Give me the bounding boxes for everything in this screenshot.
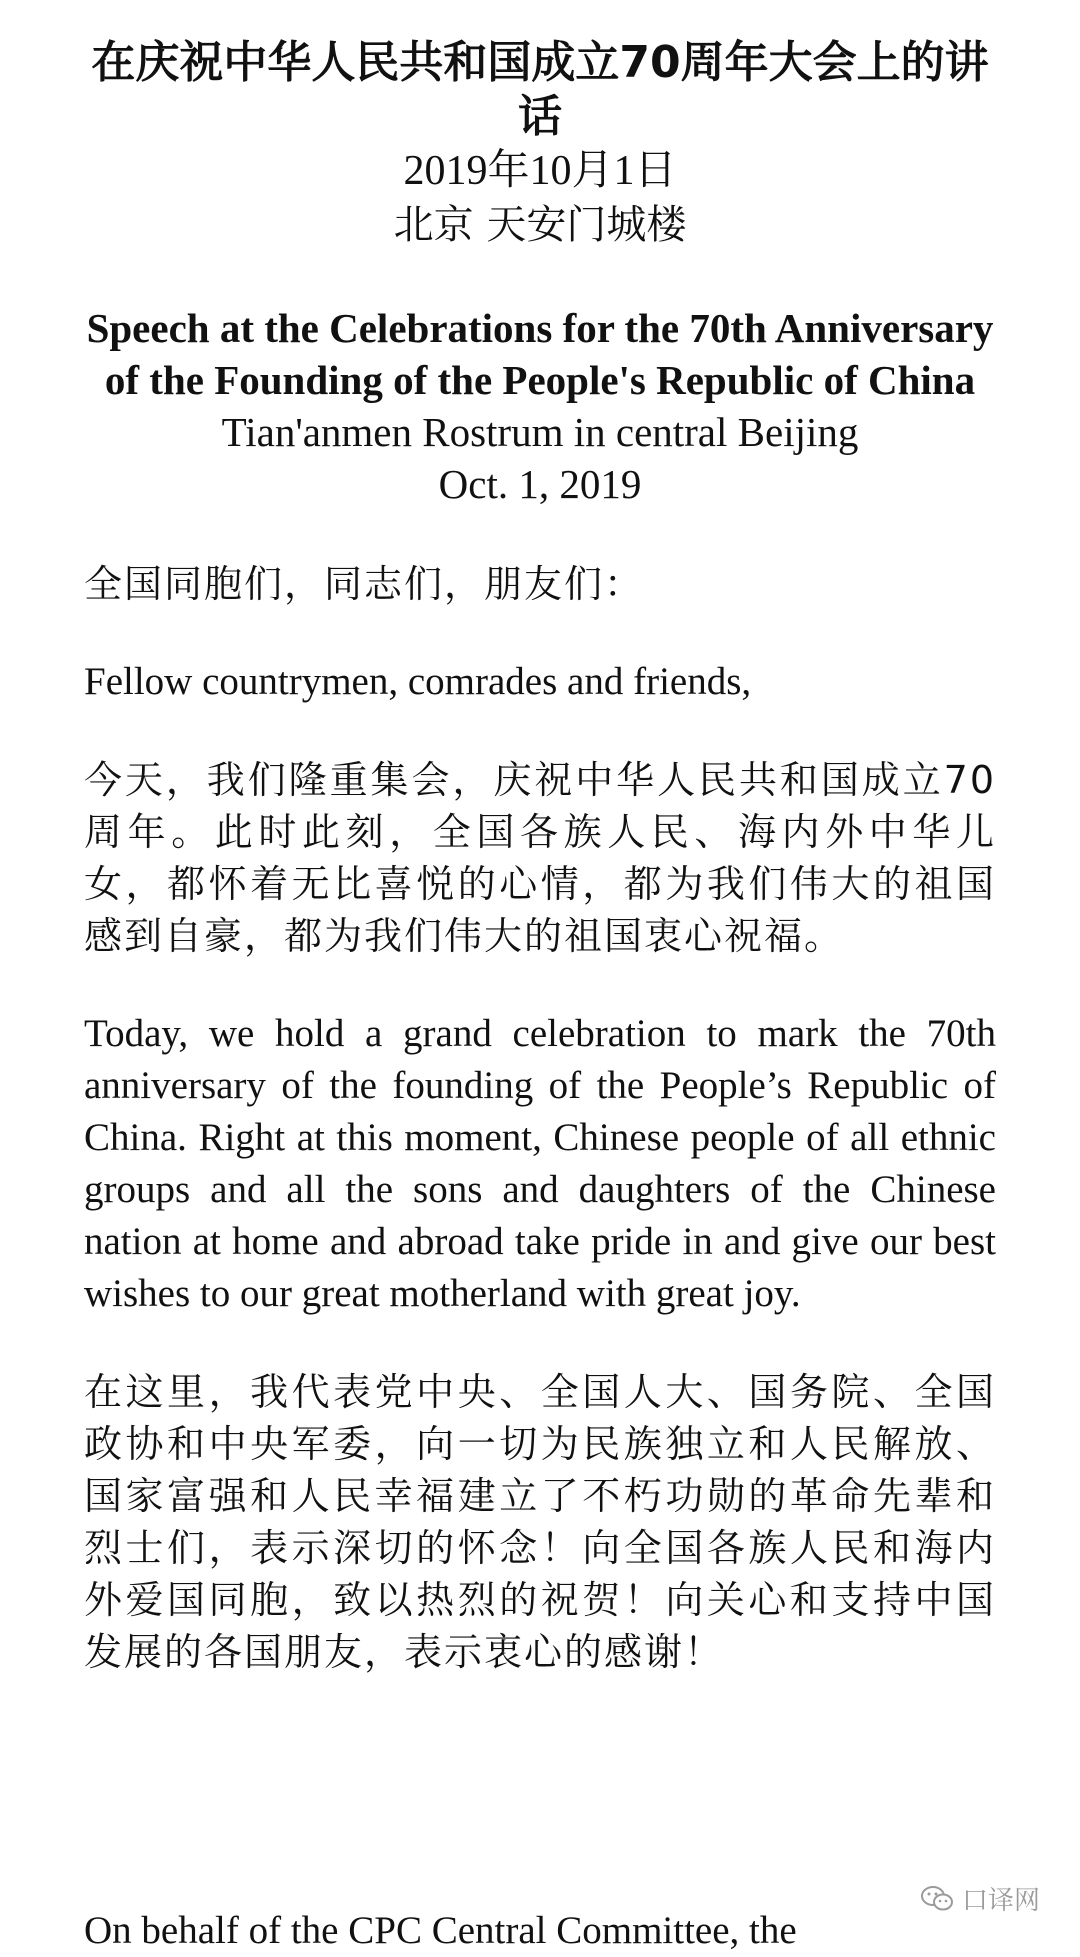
chinese-title: 在庆祝中华人民共和国成立70周年大会上的讲话 <box>91 37 989 142</box>
document-page <box>84 36 996 1678</box>
english-header <box>84 302 996 510</box>
paragraph-2-chinese: 今天，我们隆重集会，庆祝中华人民共和国成立70周年。此时此刻，全国各族人民、海内外中华儿女，都怀着无比喜悦的心情，都为我们伟大的祖国感到自豪，都为我们伟大的祖国衷心祝福。 <box>84 758 996 958</box>
paragraph-3-english-partial: On behalf of the CPC Central Committee, the <box>84 1909 797 1952</box>
paragraph-2-english: Today, we hold a grand celebration to mark the 70th anniversary of the founding of the People’s Republic of China. Right at this moment, Chinese people of all ethnic groups and all the sons and daughters of the Chinese nation at home and abroad take pride in and give our best wishes to our great motherland with great joy. <box>84 1012 996 1315</box>
english-location: Tian'anmen Rostrum in central Beijing <box>221 409 859 455</box>
wechat-icon <box>920 1885 954 1913</box>
chinese-date: 2019年10月1日 <box>403 148 677 194</box>
english-title: Speech at the Celebrations for the 70th Anniversary of the Founding of the People's Republic of China <box>86 305 994 403</box>
watermark-label: 口译网 <box>961 1886 1040 1916</box>
paragraph-3-chinese: 在这里，我代表党中央、全国人大、国务院、全国政协和中央军委，向一切为民族独立和人民解放、国家富强和人民幸福建立了不朽功勋的革命先辈和烈士们，表示深切的怀念！向全国各族人民和海内外爱国同胞，致以热烈的祝贺！向关心和支持中国发展的各国朋友，表示衷心的感谢！ <box>84 1370 996 1674</box>
english-date: Oct. 1, 2019 <box>438 461 642 507</box>
watermark <box>920 1880 1040 1917</box>
chinese-location: 北京 天安门城楼 <box>393 202 687 248</box>
paragraph-1-chinese: 全国同胞们，同志们，朋友们： <box>84 562 645 606</box>
chinese-header <box>84 36 996 252</box>
paragraph-1-english: Fellow countrymen, comrades and friends, <box>84 660 752 703</box>
